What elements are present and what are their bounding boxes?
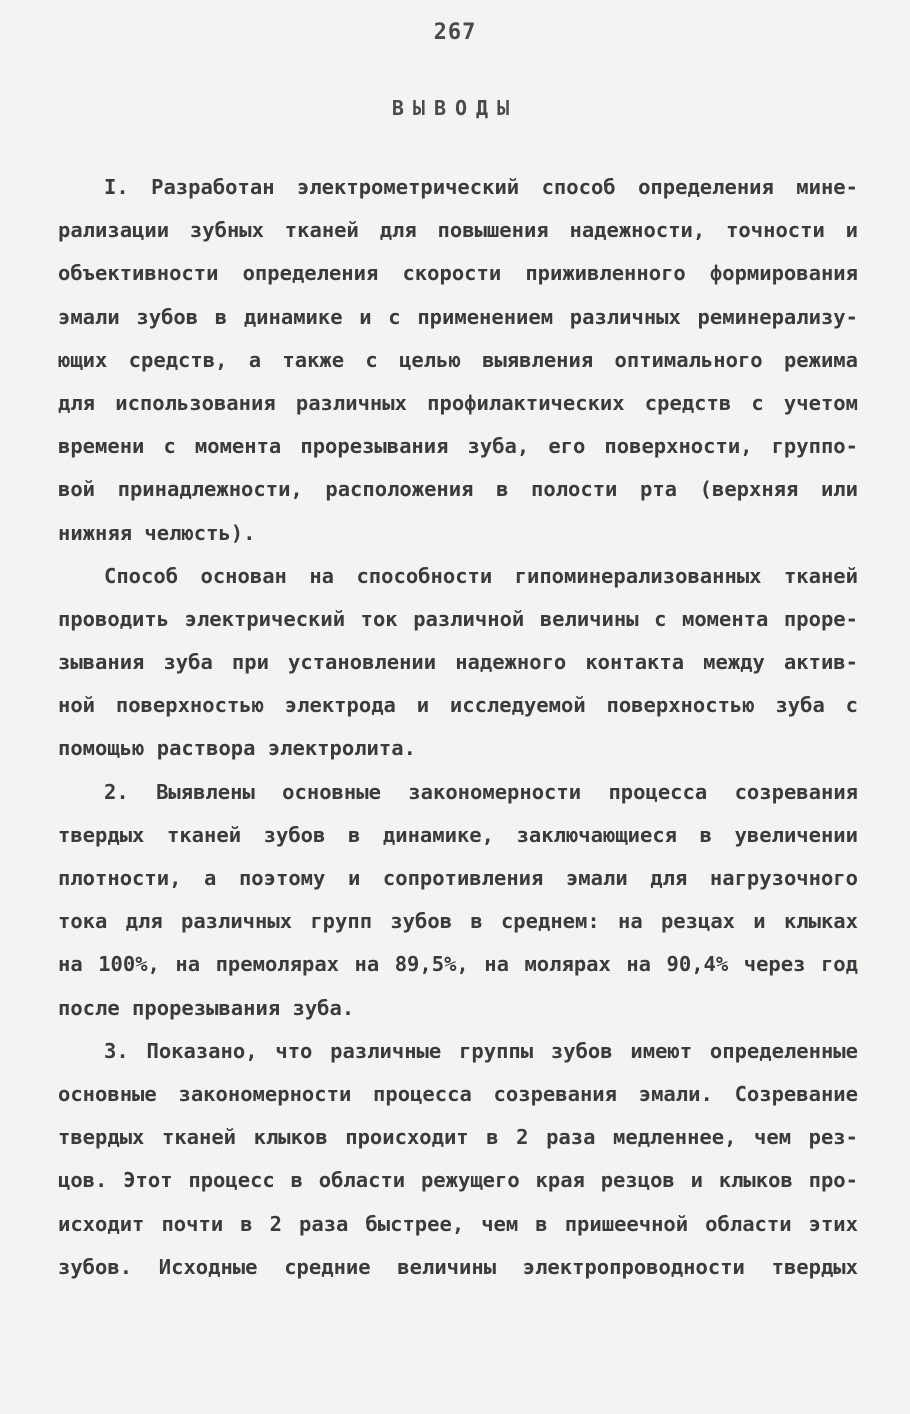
text-line: рализации зубных тканей для повышения надежности, точности и [58,218,858,243]
text-line: основные закономерности процесса созревания эмали. Созревание [58,1081,858,1106]
text-line: 2. Выявлены основные закономерности процесса созревания [104,779,858,804]
page-number: 267 [433,20,477,45]
text-line: 3. Показано, что различные группы зубов имеют определенные [104,1038,858,1063]
text-line: на 100%, на премолярах на 89,5%, на молярах на 90,4% через год [58,952,858,977]
text-line: вой принадлежности, расположения в полости рта (верхняя или [58,477,858,502]
text-line: эмали зубов в динамике и с применением различных реминерализу- [58,304,858,329]
text-line: после прорезывания зуба. [58,995,355,1020]
body-text [58,166,858,1289]
text-line: помощью раствора электролита. [58,736,416,761]
text-line: зубов. Исходные средние величины электропроводности твердых [58,1254,858,1279]
text-line: ной поверхностью электрода и исследуемой поверхностью зуба с [58,693,858,718]
text-line: для использования различных профилактических средств с учетом [58,390,858,415]
section-heading: ВЫВОДЫ [391,96,519,120]
text-line: I. Разработан электрометрический способ определения мине- [104,175,858,199]
text-line: времени с момента прорезывания зуба, его поверхности, группо- [58,434,858,459]
text-line: нижняя челюсть). [58,520,256,545]
text-line: зывания зуба при установлении надежного контакта между актив- [58,650,858,675]
text-line: Способ основан на способности гипоминерализованных тканей [104,563,858,588]
text-line: твердых тканей клыков происходит в 2 раза медленнее, чем рез- [58,1125,858,1150]
text-line: цов. Этот процесс в области режущего края резцов и клыков про- [58,1168,858,1193]
text-line: плотности, а поэтому и сопротивления эмали для нагрузочного [58,866,858,890]
text-line: проводить электрический ток различной величины с момента проре- [58,606,858,631]
text-line: исходит почти в 2 раза быстрее, чем в пришеечной области этих [58,1211,858,1236]
text-line: объективности определения скорости приживленного формирования [58,261,858,286]
text-line: тока для различных групп зубов в среднем: на резцах и клыках [58,909,858,934]
text-line: ющих средств, а также с целью выявления оптимального режима [58,347,858,372]
text-line: твердых тканей зубов в динамике, заключающиеся в увеличении [58,822,858,847]
